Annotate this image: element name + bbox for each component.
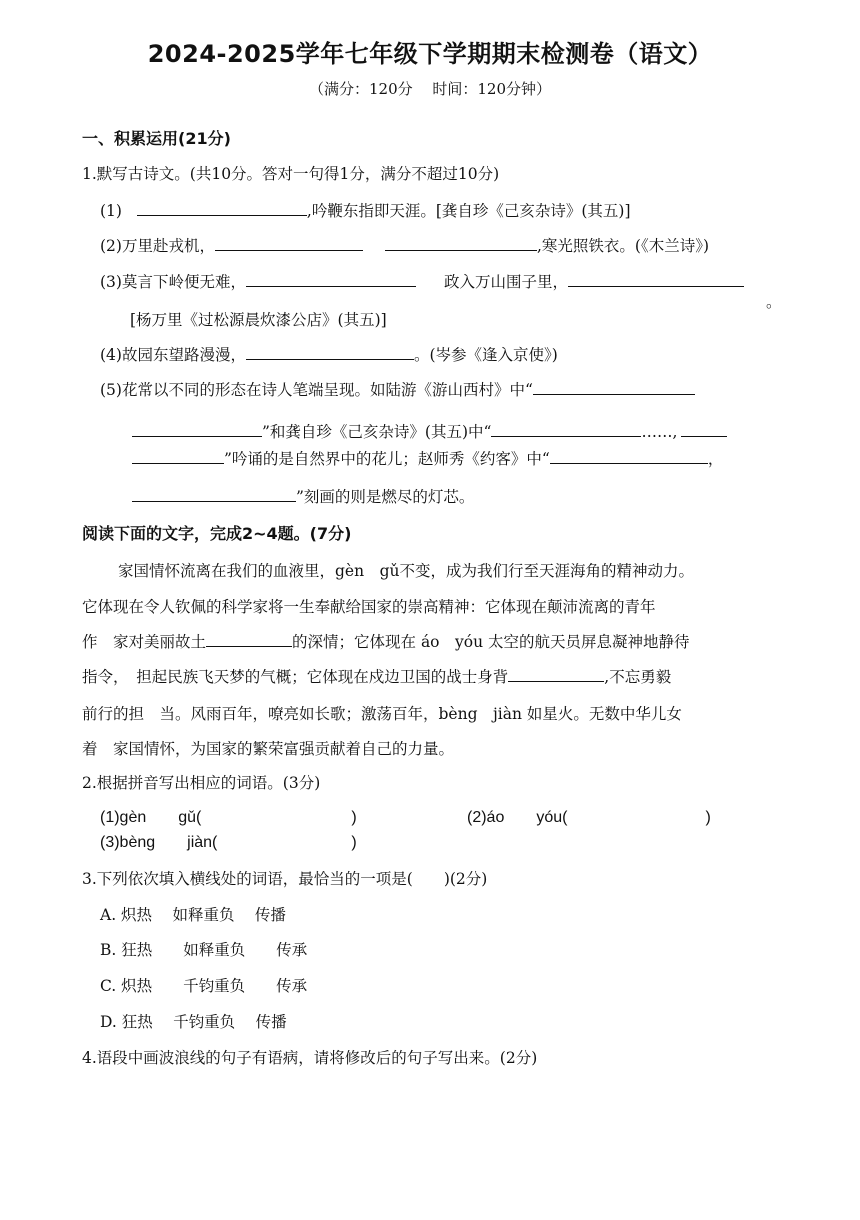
q1-line-2	[100, 234, 709, 256]
q1-line-5	[100, 378, 695, 400]
passage-line-3-lead: 作 家对美丽故土	[82, 633, 207, 651]
passage-line-4	[82, 665, 671, 687]
q1-line-3-mid: 政入万山围子里，	[443, 273, 568, 291]
answer-blank[interactable]	[533, 378, 695, 395]
passage-line-4-lead: 指令， 担起民族飞天梦的气概；它体现在戍边卫国的战士身背	[82, 668, 509, 686]
q2-answer-3-label: (3)bèng jiàn(	[100, 834, 218, 851]
reading-heading: 阅读下面的文字，完成2~4题。(7分)	[82, 524, 352, 543]
q1-line-4-lead: (4)故园东望路漫漫，	[100, 346, 246, 364]
passage-line-2: 它体现在令人钦佩的科学家将一生奉献给国家的崇高精神：它体现在颠沛流离的青年	[82, 598, 656, 616]
q1-line-7	[132, 447, 723, 469]
q2-answer-2	[467, 804, 711, 827]
answer-blank[interactable]	[246, 343, 414, 360]
question-2-prompt: 2.根据拼音写出相应的词语。(3分)	[82, 774, 321, 792]
q2-answer-2-label: (2)áo yóu(	[467, 809, 568, 826]
page-title: 2024-2025学年七年级下学期期末检测卷（语文）	[147, 40, 713, 68]
q1-line-8	[132, 485, 474, 507]
q1-line-6-mid: ”和龚自珍《己亥杂诗》(其五)中“	[262, 423, 492, 441]
answer-blank[interactable]	[550, 447, 708, 464]
answer-blank[interactable]	[132, 420, 262, 437]
q2-answer-2-close: )	[705, 809, 711, 826]
q2-answer-1	[100, 804, 357, 827]
q1-line-6-ellipsis: ……,	[641, 423, 678, 441]
passage-line-3	[82, 630, 690, 652]
question-3-prompt: 3.下列依次填入横线处的词语，最恰当的一项是( )(2分)	[82, 870, 488, 888]
q2-answer-3	[100, 829, 357, 852]
q1-line-6	[132, 420, 727, 442]
q1-line-2-lead: (2)万里赴戎机，	[100, 237, 215, 255]
passage-line-6: 着 家国情怀，为国家的繁荣富强贡献着自己的力量。	[82, 740, 455, 758]
answer-blank[interactable]	[491, 420, 641, 437]
q1-line-1	[100, 199, 631, 221]
q1-line-3-source: [杨万里《过松源晨炊漆公店》(其五)]	[130, 311, 387, 329]
passage-line-4-tail: ,不忘勇毅	[604, 668, 672, 686]
q3-option-b[interactable]: B. 狂热 如释重负 传承	[100, 941, 308, 959]
q3-option-c[interactable]: C. 炽热 千钧重负 传承	[100, 977, 308, 995]
passage-line-3-tail: 的深情；它体现在 áo yóu 太空的航天员屏息凝神地静待	[292, 633, 690, 651]
q1-line-1-text: ,吟鞭东指即天涯。[龚自珍《己亥杂诗》(其五)]	[306, 202, 631, 220]
q2-answer-3-close: )	[351, 834, 357, 851]
q1-line-3	[100, 270, 744, 292]
q3-option-a[interactable]: A. 炽热 如释重负 传播	[100, 906, 286, 924]
answer-blank[interactable]	[385, 234, 537, 251]
q1-line-2-tail: ,寒光照铁衣。(《木兰诗》)	[536, 237, 709, 255]
answer-blank[interactable]	[206, 630, 292, 647]
q1-line-3-period: 。	[766, 293, 782, 311]
section-heading: 一、积累运用(21分)	[82, 129, 231, 148]
answer-blank[interactable]	[132, 447, 224, 464]
exam-info: （满分：120分 时间：120分钟）	[308, 80, 552, 98]
passage-line-5: 前行的担 当。风雨百年，嘹亮如长歌；激荡百年，bèng jiàn 如星火。无数中华儿女	[82, 705, 682, 723]
q2-answer-1-label: (1)gèn gǔ(	[100, 809, 202, 826]
q1-line-5-lead: (5)花常以不同的形态在诗人笔端呈现。如陆游《游山西村》中“	[100, 381, 533, 399]
q1-line-8-tail: ”刻画的则是燃尽的灯芯。	[296, 488, 475, 506]
q2-answer-1-close: )	[351, 809, 357, 826]
q1-line-3-lead: (3)莫言下岭便无难，	[100, 273, 246, 291]
q1-line-7-mid: ”吟诵的是自然界中的花儿；赵师秀《约客》中“	[224, 450, 550, 468]
question-4-prompt: 4.语段中画波浪线的句子有语病，请将修改后的句子写出来。(2分)	[82, 1049, 538, 1067]
answer-blank[interactable]	[681, 420, 727, 437]
q3-option-d[interactable]: D. 狂热 千钧重负 传播	[100, 1013, 287, 1031]
q1-item-number: (1)	[100, 202, 122, 220]
answer-blank[interactable]	[568, 270, 744, 287]
answer-blank[interactable]	[508, 665, 604, 682]
passage-line-1: 家国情怀流离在我们的血液里，gèn gǔ不变，成为我们行至天涯海角的精神动力。	[118, 562, 694, 580]
q1-line-4-tail: 。(岑参《逢入京使》)	[413, 346, 558, 364]
answer-blank[interactable]	[132, 485, 296, 502]
q1-line-7-comma: ，	[707, 450, 724, 468]
answer-blank[interactable]	[215, 234, 363, 251]
answer-blank[interactable]	[137, 199, 307, 216]
q1-line-4	[100, 343, 558, 365]
question-1-prompt: 1.默写古诗文。(共10分。答对一句得1分，满分不超过10分)	[82, 165, 500, 183]
answer-blank[interactable]	[246, 270, 416, 287]
